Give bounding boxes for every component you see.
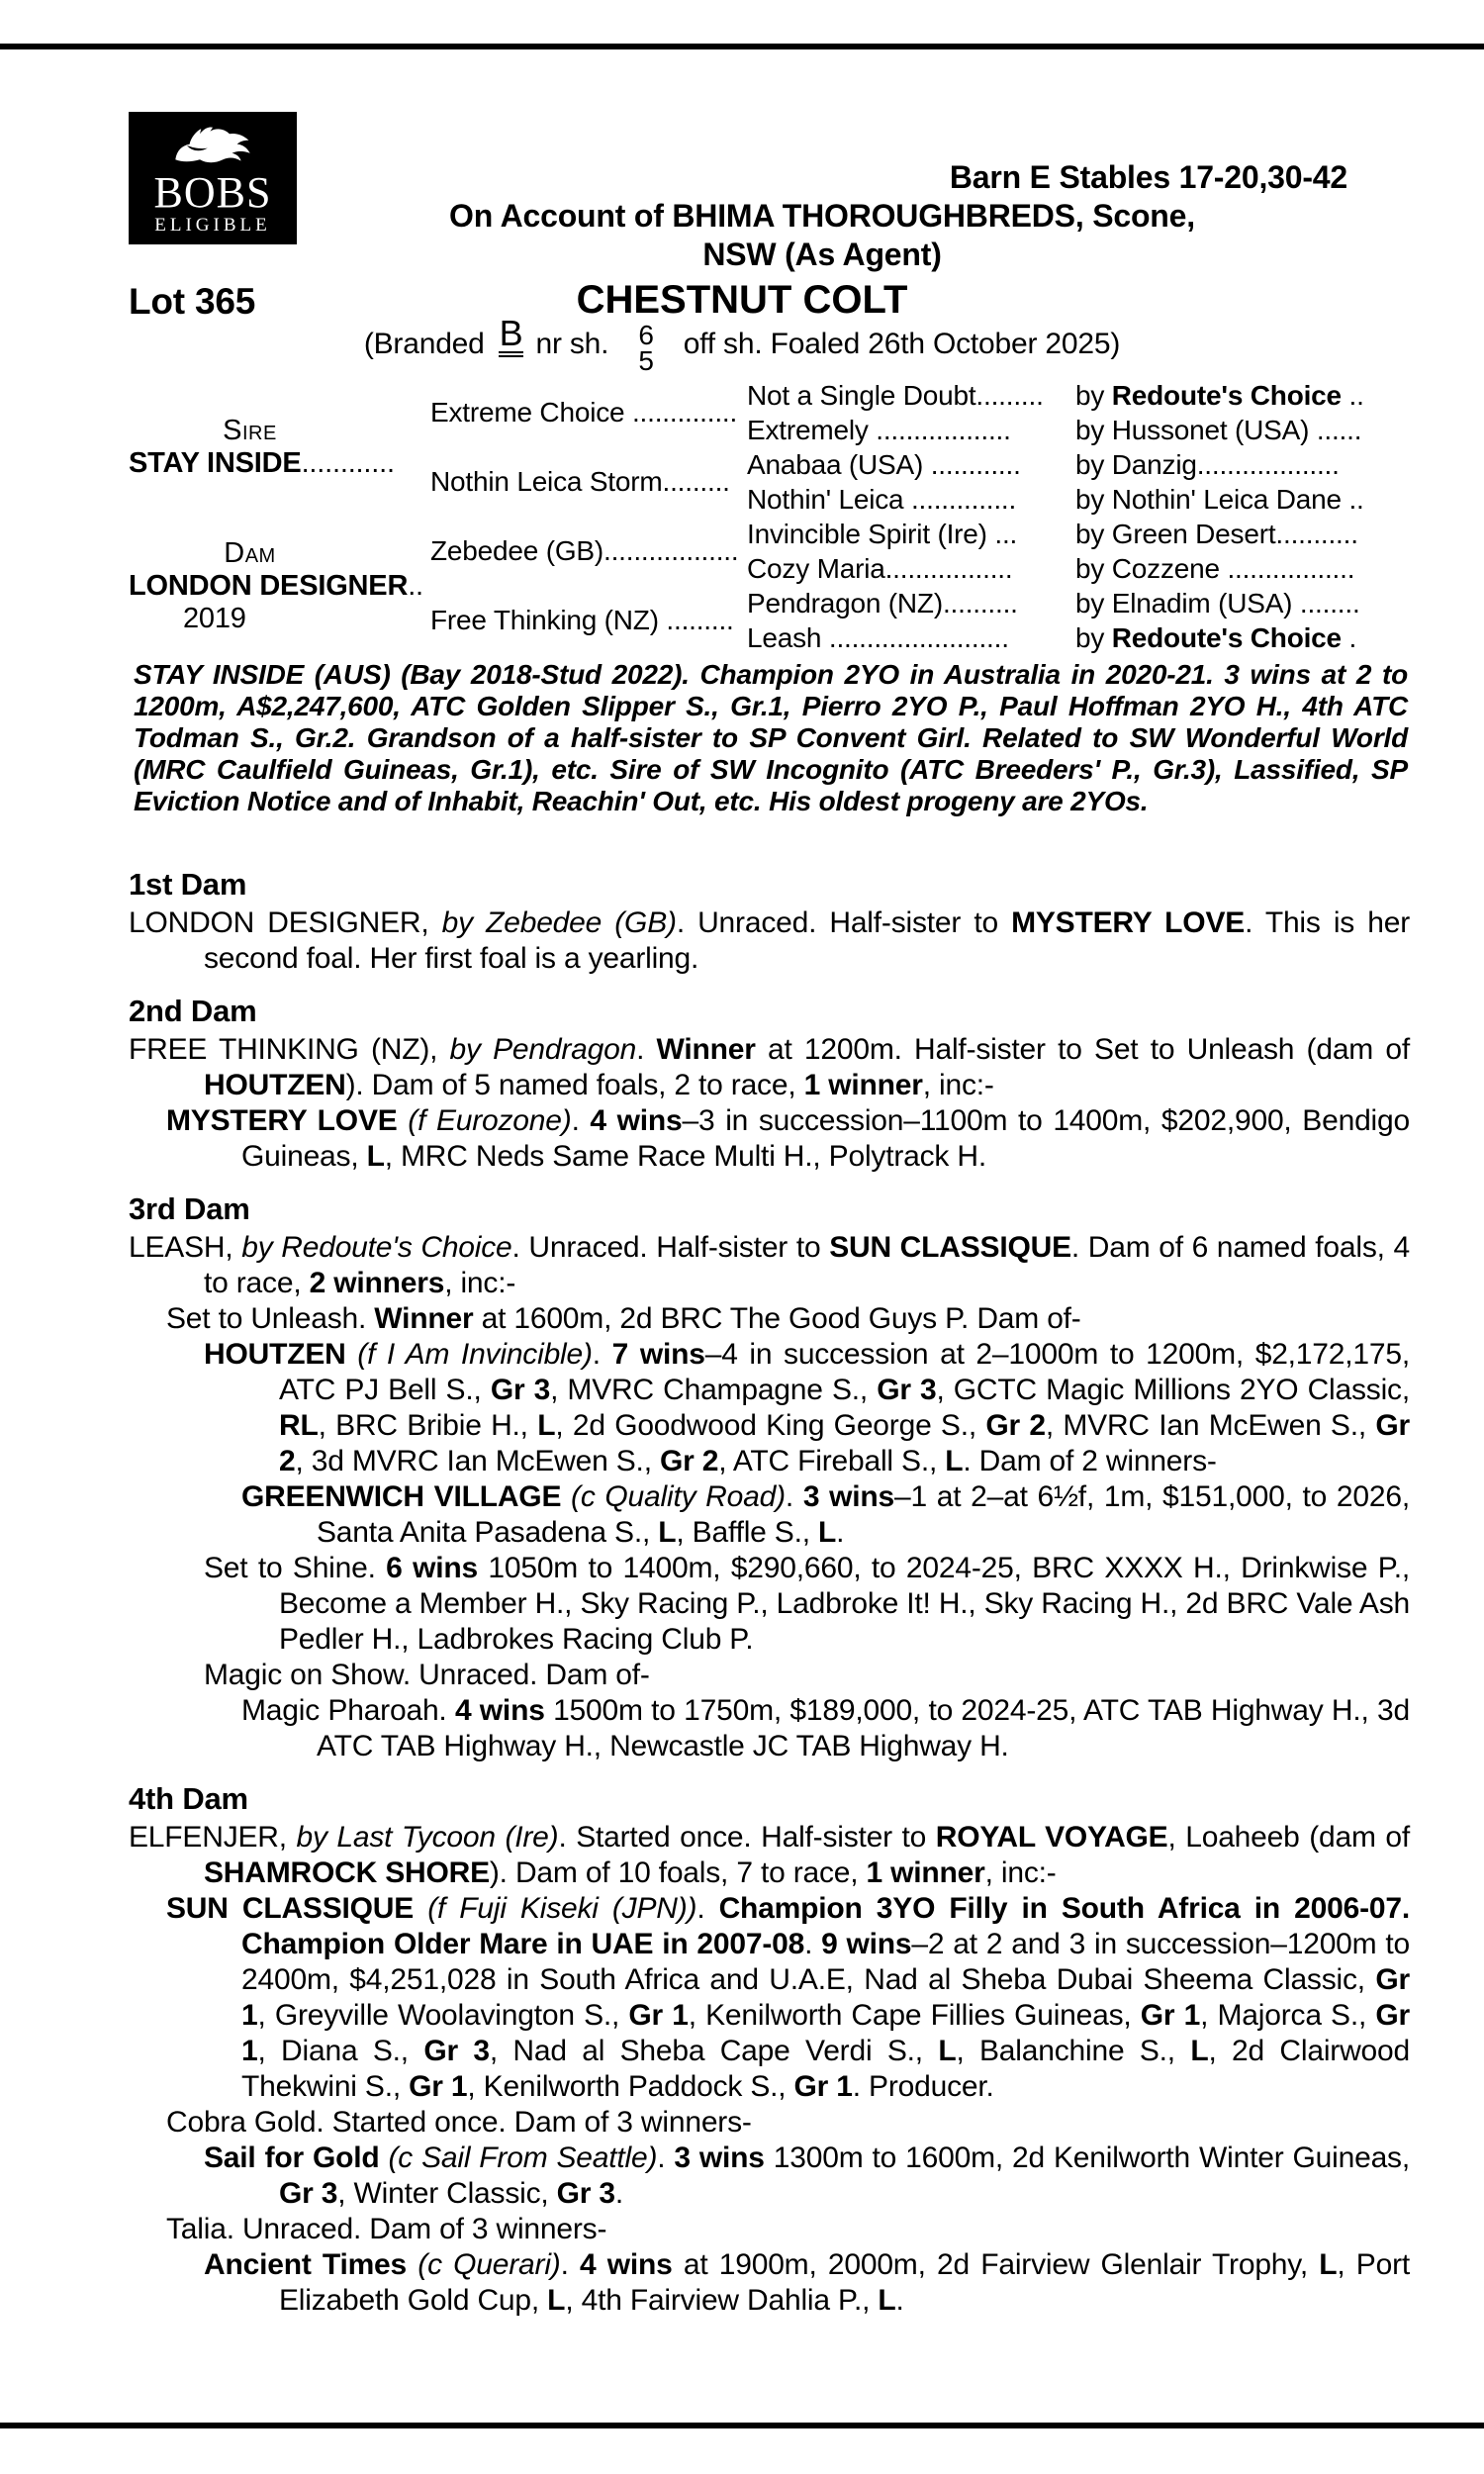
gen3-by: by Green Desert........... (1075, 518, 1358, 549)
sire-name: STAY INSIDE............ (129, 447, 395, 479)
pedigree-table (129, 378, 1410, 655)
pedigree-paragraph: Set to Unleash. Winner at 1600m, 2d BRC The Good Guys P. Dam of- (166, 1302, 1081, 1335)
brand-fraction-bottom: 5 (638, 345, 654, 376)
pedigree-paragraph: Talia. Unraced. Dam of 3 winners- (166, 2213, 607, 2245)
account-line-1: On Account of BHIMA THOROUGHBREDS, Scone, (449, 198, 1195, 234)
pedigree-paragraph: LONDON DESIGNER, by Zebedee (GB). Unraced. Half-sister to MYSTERY LOVE. This is her second foal. Her first foal is a yearling. (129, 906, 1410, 975)
gen3-by: by Hussonet (USA) ...... (1075, 414, 1362, 445)
account-line-2: NSW (As Agent) (702, 237, 942, 272)
dam-block (129, 517, 430, 655)
gen3-row (747, 413, 1410, 447)
gen3-name: Extremely .................. (747, 414, 1011, 445)
gen3-by: by Redoute's Choice .. (1075, 379, 1364, 411)
gen3-by: by Cozzene ................. (1075, 552, 1355, 584)
logo-subtitle: ELIGIBLE (154, 215, 271, 236)
section-heading-4th-dam: 4th Dam (129, 1781, 248, 1816)
brand-fraction (638, 320, 654, 376)
gen3-by: by Nothin' Leica Dane .. (1075, 483, 1364, 515)
top-rule (0, 44, 1484, 49)
gen3-by: by Elnadim (USA) ........ (1075, 587, 1360, 618)
gen3-name: Pendragon (NZ).......... (747, 587, 1018, 618)
pedigree-paragraph: FREE THINKING (NZ), by Pendragon. Winner at 1200m. Half-sister to Set to Unleash (dam of HOUTZEN). Dam of 5 named foals, 2 to race, 1 winner, inc:- (129, 1033, 1410, 1101)
pedigree-gen1-column (129, 378, 430, 655)
barn-line: Barn E Stables 17-20,30-42 (949, 159, 1347, 195)
section-heading-3rd-dam: 3rd Dam (129, 1191, 250, 1226)
gen3-name: Cozy Maria................. (747, 552, 1013, 584)
dam-year: 2019 (183, 602, 246, 634)
gen3-by: by Redoute's Choice . (1075, 621, 1357, 653)
brand-near-side: nr sh. (535, 328, 609, 360)
gen3-name: Not a Single Doubt......... (747, 379, 1044, 411)
pedigree-paragraph: Cobra Gold. Started once. Dam of 3 winners- (166, 2106, 752, 2139)
brand-mark: B (499, 317, 524, 357)
gen2-dam-of-sire: Nothin Leica Storm......... (430, 466, 730, 497)
page-title: CHESTNUT COLT (576, 278, 908, 322)
gen3-row (747, 447, 1410, 482)
brand-fraction-top: 6 (638, 320, 654, 350)
section-heading-2nd-dam: 2nd Dam (129, 994, 257, 1028)
gen3-name: Nothin' Leica .............. (747, 483, 1017, 515)
pedigree-gen2-column (430, 378, 747, 655)
pedigree-paragraph: GREENWICH VILLAGE (c Quality Road). 3 wins–1 at 2–at 6½f, 1m, $151,000, to 2026, Santa Anita Pasadena S., L, Baffle S., L. (241, 1480, 1410, 1549)
gen3-row (747, 620, 1410, 655)
bobs-eligible-logo (129, 112, 297, 244)
pedigree-paragraph: Sail for Gold (c Sail From Seattle). 3 wins 1300m to 1600m, 2d Kenilworth Winter Guineas, Gr 3, Winter Classic, Gr 3. (204, 2141, 1410, 2210)
gen3-row (747, 586, 1410, 620)
pedigree-paragraph: Ancient Times (c Querari). 4 wins at 1900m, 2000m, 2d Fairview Glenlair Trophy, L, Port Elizabeth Gold Cup, L, 4th Fairview Dahlia P., L. (204, 2248, 1411, 2317)
gen3-row (747, 551, 1410, 586)
gen3-row (747, 482, 1410, 517)
gen3-name: Leash ........................ (747, 621, 1009, 653)
gen3-row (747, 378, 1410, 413)
gen2-sire-of-sire: Extreme Choice .............. (430, 397, 738, 428)
pedigree-paragraph: Magic on Show. Unraced. Dam of- (204, 1659, 650, 1691)
dam-name: LONDON DESIGNER.. (129, 569, 423, 602)
logo-title: BOBS (153, 168, 272, 217)
sire-summary-paragraph: STAY INSIDE (AUS) (Bay 2018-Stud 2022). Champion 2YO in Australia in 2020-21. 3 wins at 2 to 1200m, A$2,247,600, ATC Golden Slipper S., Gr.1, Pierro 2YO P., Paul Hoffman 2YO H., 4th ATC Todman S., Gr.2. Grandson of a half-sister to SP Convent Girl. Related to SW Wonderful World (MRC Caulfield Guineas, Gr.1), etc. Sire of SW Incognito (ATC Breeders' P., Gr.3), Lassified, SP Eviction Notice and of Inhabit, Reachin' Out, etc. His oldest progeny are 2YOs. (134, 659, 1408, 816)
dam-label: Dam (224, 536, 276, 569)
pedigree-paragraph: Magic Pharoah. 4 wins 1500m to 1750m, $189,000, to 2024-25, ATC TAB Highway H., 3d ATC TAB Highway H., Newcastle JC TAB Highway H. (241, 1694, 1410, 1762)
bottom-rule (0, 2423, 1484, 2428)
gen3-name: Invincible Spirit (Ire) ... (747, 518, 1018, 549)
pedigree-gen3-column (747, 378, 1410, 655)
section-heading-1st-dam: 1st Dam (129, 867, 247, 902)
gen2-sire-of-dam: Zebedee (GB).................. (430, 535, 739, 566)
pedigree-paragraph: HOUTZEN (f I Am Invincible). 7 wins–4 in succession at 2–1000m to 1200m, $2,172,175, ATC PJ Bell S., Gr 3, MVRC Champagne S., Gr 3, GCTC Magic Millions 2YO Classic, RL, BRC Bribie H., L, 2d Goodwood King George S., Gr 2, MVRC Ian McEwen S., Gr 2, 3d MVRC Ian McEwen S., Gr 2, ATC Fireball S., L. Dam of 2 winners- (204, 1338, 1411, 1477)
gen2-dam-of-dam: Free Thinking (NZ) ......... (430, 605, 734, 635)
consignor-header (297, 158, 1347, 274)
pedigree-paragraph: MYSTERY LOVE (f Eurozone). 4 wins–3 in succession–1100m to 1400m, $202,900, Bendigo Guineas, L, MRC Neds Same Race Multi H., Polytrack H. (166, 1104, 1410, 1173)
brand-line (0, 312, 1484, 376)
gen3-name: Anabaa (USA) ............ (747, 448, 1021, 480)
sire-block (129, 378, 430, 517)
pedigree-paragraph: Set to Shine. 6 wins 1050m to 1400m, $290,660, to 2024-25, BRC XXXX H., Drinkwise P., Become a Member H., Sky Racing P., Ladbroke It! H., Sky Racing H., 2d BRC Vale Ash Pedler H., Ladbrokes Racing Club P. (204, 1552, 1410, 1656)
gen3-row (747, 517, 1410, 551)
lot-number: Lot 365 (129, 281, 256, 322)
horse-head-icon (149, 120, 276, 171)
brand-prefix: (Branded (363, 328, 485, 360)
dam-sections (129, 867, 1410, 2319)
brand-suffix: off sh. Foaled 26th October 2025) (683, 328, 1121, 360)
pedigree-paragraph: SUN CLASSIQUE (f Fuji Kiseki (JPN)). Champion 3YO Filly in South Africa in 2006-07. Champion Older Mare in UAE in 2007-08. 9 wins–2 at 2 and 3 in succession–1200m to 2400m, $4,251,028 in South Africa and U.A.E, Nad al Sheba Dubai Sheema Classic, Gr 1, Greyville Woolavington S., Gr 1, Kenilworth Cape Fillies Guineas, Gr 1, Majorca S., Gr 1, Diana S., Gr 3, Nad al Sheba Cape Verdi S., L, Balanchine S., L, 2d Clairwood Thekwini S., Gr 1, Kenilworth Paddock S., Gr 1. Producer. (166, 1892, 1411, 2103)
gen3-by: by Danzig................... (1075, 448, 1340, 480)
pedigree-paragraph: ELFENJER, by Last Tycoon (Ire). Started once. Half-sister to ROYAL VOYAGE, Loaheeb (dam of SHAMROCK SHORE). Dam of 10 foals, 7 to race, 1 winner, inc:- (129, 1821, 1410, 1889)
sire-label: Sire (223, 415, 277, 446)
pedigree-paragraph: LEASH, by Redoute's Choice. Unraced. Half-sister to SUN CLASSIQUE. Dam of 6 named foals, 4 to race, 2 winners, inc:- (129, 1231, 1410, 1299)
